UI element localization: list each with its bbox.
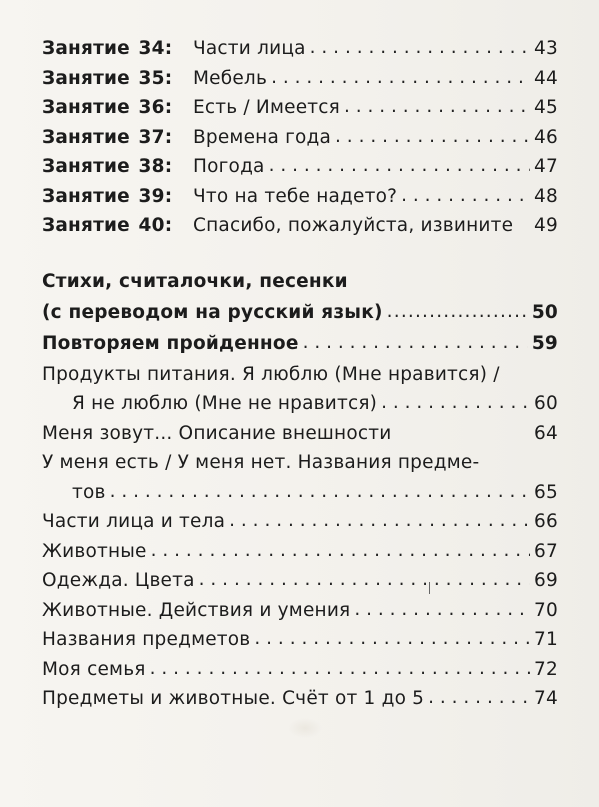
toc-row-food-line2 — [42, 393, 558, 423]
dot-leader — [344, 96, 530, 117]
item-title-continued: Я не люблю (Мне не нравится) — [72, 393, 378, 414]
page-number: 74 — [534, 688, 558, 709]
lesson-number: Занятие 39: — [42, 185, 173, 207]
toc-row-objects — [42, 629, 558, 659]
dot-leader — [150, 658, 530, 679]
toc-row-have-line2 — [42, 482, 558, 512]
page-number: 60 — [534, 393, 558, 414]
show-through-mark — [288, 718, 322, 738]
lesson-number: Занятие 37: — [42, 126, 173, 148]
dot-leader — [354, 599, 530, 620]
dot-leader — [110, 481, 530, 502]
toc-row-count — [42, 688, 558, 718]
page-number: 48 — [534, 185, 558, 207]
item-title: Продукты питания. Я люблю (Мне нравится) / — [42, 363, 500, 385]
dot-leader — [387, 301, 528, 322]
dot-leader — [151, 540, 530, 561]
lesson-title: Времена года — [193, 126, 332, 148]
toc-row-lesson-38 — [42, 156, 558, 186]
dot-leader — [381, 392, 530, 413]
item-title: Животные. Действия и умения — [42, 599, 351, 621]
item-title: Части лица и тела — [42, 511, 226, 532]
toc-row-clothes — [42, 570, 558, 600]
lesson-number: Занятие 38: — [42, 156, 173, 177]
section-title-continued: (с переводом на русский язык) — [42, 301, 383, 323]
lesson-number: Занятие 34: — [42, 38, 173, 59]
lesson-title: Части лица — [193, 38, 306, 59]
toc-row-lesson-35 — [42, 68, 558, 98]
page-number: 67 — [534, 540, 558, 562]
page-number: 65 — [534, 481, 558, 503]
toc-row-lesson-40 — [42, 215, 558, 245]
toc-row-face — [42, 511, 558, 541]
item-title: У меня есть / У меня нет. Названия предме- — [42, 452, 480, 473]
toc-row-food-line1 — [42, 364, 558, 394]
page-number: 49 — [534, 215, 558, 236]
item-title: Предметы и животные. Счёт от 1 до 5 — [42, 688, 425, 709]
lesson-number: Занятие 35: — [42, 67, 173, 89]
toc-row-lesson-34 — [42, 38, 558, 68]
item-title: Меня зовут... Описание внешности — [42, 422, 392, 444]
item-title: Одежда. Цвета — [42, 570, 195, 591]
toc-row-lesson-39 — [42, 186, 558, 216]
section-title: Стихи, считалочки, песенки — [42, 270, 348, 292]
lesson-title: Есть / Имеется — [193, 97, 340, 118]
page-number: 43 — [534, 38, 558, 59]
toc-row-review — [42, 333, 558, 364]
page-number: 69 — [534, 570, 558, 591]
toc-row-name — [42, 423, 558, 453]
dot-leader — [199, 569, 530, 590]
dot-leader — [401, 185, 530, 206]
item-title-continued: тов — [72, 481, 106, 503]
page-number: 45 — [534, 97, 558, 118]
page-number: 44 — [534, 67, 558, 89]
toc-row-have-line1 — [42, 452, 558, 482]
dot-leader — [428, 687, 530, 708]
item-title: Названия предметов — [42, 629, 251, 650]
item-title: Животные — [42, 540, 147, 562]
page-number: 50 — [531, 301, 558, 323]
table-of-contents — [42, 38, 558, 718]
page-number: 70 — [534, 599, 558, 621]
toc-row-poems-line2 — [42, 302, 558, 333]
page-number: 64 — [534, 422, 558, 444]
lesson-title: Погода — [193, 156, 265, 177]
dot-leader — [271, 67, 530, 88]
section-title: Повторяем пройденное — [42, 332, 299, 354]
toc-row-actions — [42, 600, 558, 630]
dot-leader — [229, 510, 530, 531]
pen-mark — [429, 582, 430, 594]
lesson-number: Занятие 40: — [42, 215, 173, 236]
toc-row-poems-line1 — [42, 271, 558, 302]
lesson-number: Занятие 36: — [42, 97, 173, 118]
dot-leader — [269, 155, 530, 176]
lesson-title: Спасибо, пожалуйста, извините — [193, 215, 514, 236]
dot-leader — [335, 126, 530, 147]
toc-row-family — [42, 659, 558, 689]
dot-leader — [254, 628, 530, 649]
page-number: 47 — [534, 156, 558, 177]
page-number: 71 — [534, 629, 558, 650]
section-spacer — [42, 245, 558, 271]
page-number: 72 — [534, 658, 558, 680]
toc-row-lesson-36 — [42, 97, 558, 127]
lesson-title: Мебель — [193, 67, 268, 89]
dot-leader — [303, 332, 528, 353]
toc-row-lesson-37 — [42, 127, 558, 157]
item-title: Моя семья — [42, 658, 146, 680]
lesson-title: Что на тебе надето? — [193, 185, 398, 207]
toc-row-animals — [42, 541, 558, 571]
dot-leader — [310, 37, 530, 58]
page-number: 59 — [531, 332, 558, 354]
page-number: 66 — [534, 511, 558, 532]
page-number: 46 — [534, 126, 558, 148]
